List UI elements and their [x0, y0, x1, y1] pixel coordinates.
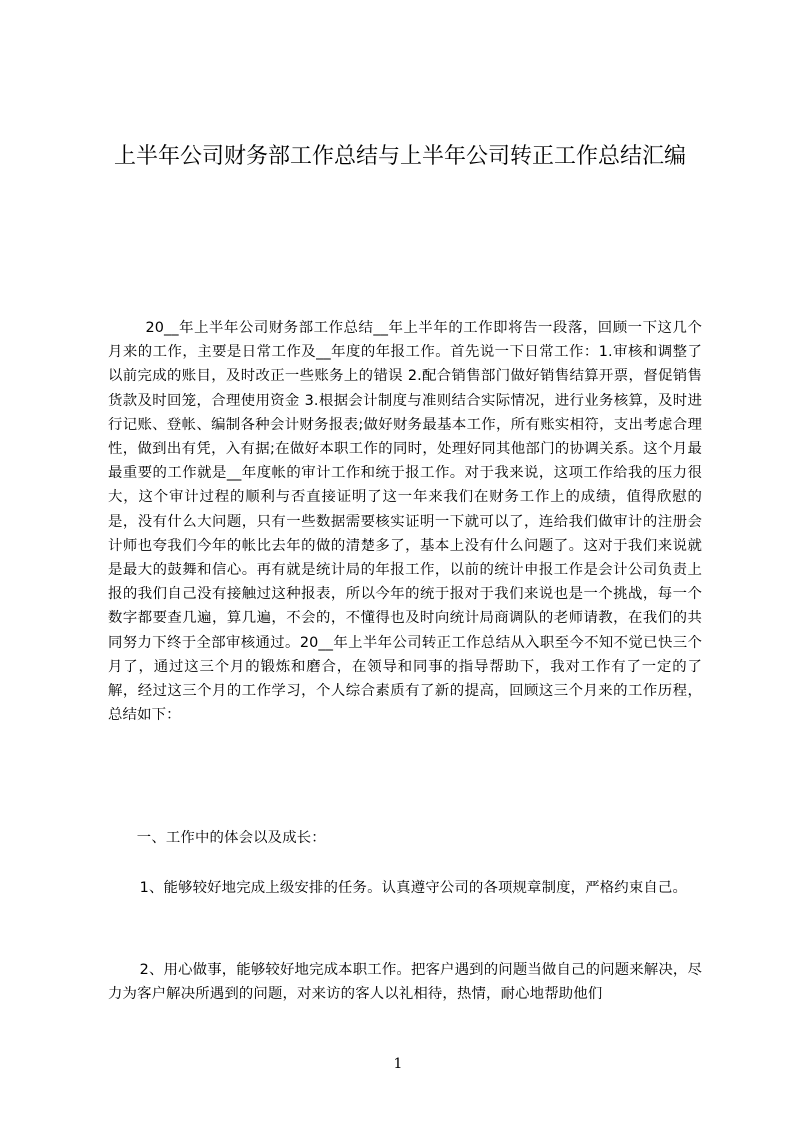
- list-item-1: 1、能够较好地完成上级安排的任务。认真遵守公司的各项规章制度，严格约束自己。: [139, 880, 687, 896]
- body-paragraph-main: 20__年上半年公司财务部工作总结__年上半年的工作即将告一段落，回顾一下这几个月来的工作，主要是日常工作及__年度的年报工作。首先说一下日常工作：1.审核和调整了以前完成的账目，及时改正一些账务上的错误 2.配合销售部门做好销售结算开票，督促销售货款及时回笼，合理使用资金 3.根据会计制度与准则结合实际情况，进行业务核算，及时进行记账、登帐、编制各种会计财务报表;做好财务最基本工作，所有账实相符，支出考虑合理性，做到出有凭，入有据;在做好本职工作的同时，处理好同其他部门的协调关系。这个月最最重要的工作就是__年度帐的审计工作和统于报工作。对于我来说，这项工作给我的压力很大，这个审计过程的顺利与否直接证明了这一年来我们在财务工作上的成绩，值得欣慰的是，没有什么大问题，只有一些数据需要核实证明一下就可以了，连给我们做审计的注册会计师也夸我们今年的帐比去年的做的清楚多了，基本上没有什么问题了。这对于我们来说就是最大的鼓舞和信心。再有就是统计局的年报工作，以前的统计申报工作是会计公司负责上报的我们自己没有接触过这种报表，所以今年的统于报对于我们来说也是一个挑战，每一个数字都要查几遍，算几遍，不会的，不懂得也及时向统计局商调队的老师请教，在我们的共同努力下终于全部审核通过。20__年上半年公司转正工作总结从入职至今不知不觉已快三个月了，通过这三个月的锻炼和磨合，在领导和同事的指导帮助下，我对工作有了一定的了解，经过这三个月的工作学习，个人综合素质有了新的提高，回顾这三个月来的工作历程，总结如下：: [108, 320, 702, 724]
- page-number: 1: [393, 1056, 403, 1072]
- document-title: 上半年公司财务部工作总结与上半年公司转正工作总结汇编: [113, 144, 686, 169]
- section-heading-1: 一、工作中的体会以及成长：: [136, 830, 326, 846]
- list-item-2: 2、用心做事，能够较好地完成本职工作。把客户遇到的问题当做自己的问题来解决，尽力为客户解决所遇到的问题，对来访的客人以礼相待，热情，耐心地帮助他们: [108, 962, 702, 1003]
